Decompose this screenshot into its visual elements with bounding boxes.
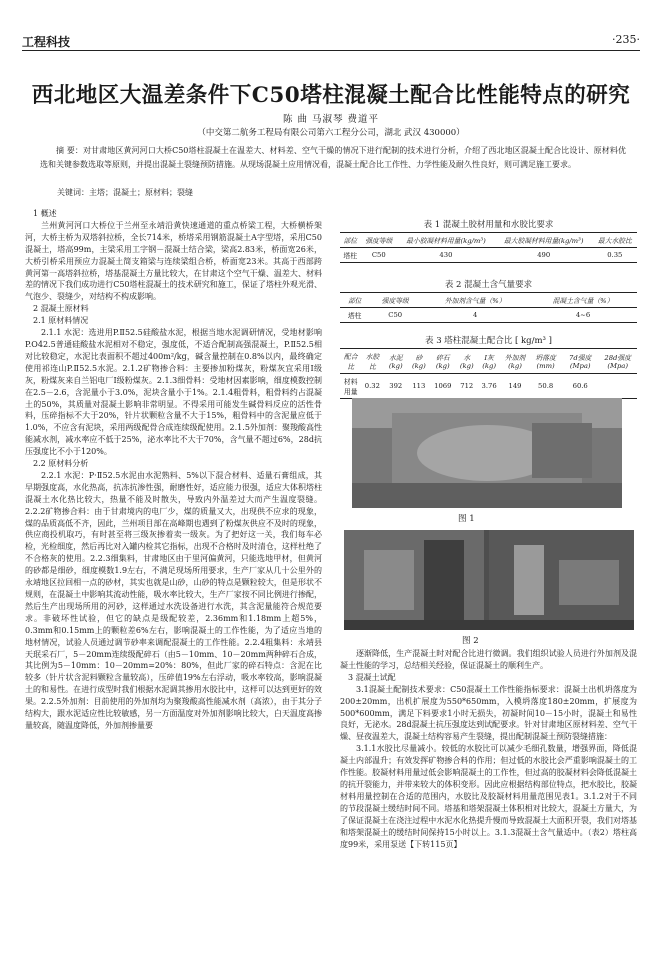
table1 (340, 232, 637, 263)
t3-h9: 7d强度(Mpa) (562, 349, 598, 374)
t3-h5: 水(kg) (456, 349, 477, 374)
t3-h7: 外加剂(kg) (501, 349, 529, 374)
table2 (340, 292, 637, 323)
t2-h2: 外加剂含气量（%） (421, 293, 529, 308)
t1-c4: 0.35 (607, 251, 623, 259)
t1-c0: 塔柱 (343, 252, 358, 260)
authors: 陈 曲 马淑琴 费道平 (282, 114, 380, 125)
t3-h10: 28d强度(Mpa) (598, 349, 637, 374)
left-column (25, 208, 322, 948)
t2-h1: 强度等级 (369, 293, 421, 308)
running-header (22, 30, 640, 51)
t3-c9: 60.6 (572, 382, 588, 390)
t2-c0: 塔柱 (347, 312, 362, 320)
t1-h4: 最大水胶比 (593, 233, 637, 248)
figure2-caption: 图 2 (462, 636, 479, 646)
t1-h3: 最大胶凝材料用量(kg/m³) (495, 233, 593, 248)
t3-h3: 砂(kg) (408, 349, 429, 374)
right-column (340, 648, 637, 953)
t3-h2: 水泥(kg) (383, 349, 408, 374)
t2-c3: 4~6 (575, 311, 591, 319)
journal-name: 工程科技 (22, 35, 71, 49)
t3-c5: 712 (460, 382, 474, 390)
figure1-photo (352, 398, 622, 508)
article-title: 西北地区大温差条件下C50塔柱混凝土配合比性能特点的研究 (31, 83, 631, 108)
t3-c8: 50.8 (538, 382, 554, 390)
t1-h0: 部位 (340, 233, 361, 248)
t3-c2: 392 (389, 382, 403, 390)
section-heading: 1 概述 (33, 209, 57, 218)
body-paragraph: 3.1.1水胶比尽量减小。较低的水胶比可以减少毛细孔数量，增强界面，降低混凝土内部温升；有效发挥矿物掺合料的作用；但过低的水胶比会严重影响混凝土的工作性能。胶凝材料用量过低会影响混凝土的工作性，但过高的胶凝材料会降低混凝土的抗开裂能力，并带来较大的体积变形。因此应根据结构部位特点，把水胶比，胶凝材料用量控制在合适的范围内，水胶比及胶凝材料用量范围见表1。3.1.2对于不同的节段混凝土缓结时间不同。塔基和塔架混凝土体积相对比较大，混凝土方量大，为了保证混凝土在浇注过程中水泥水化热提升慢而导致混凝土大面积开裂，我们对塔基和塔架混凝土的缓结时间保持15小时以上。3.1.3混凝土含气量适中。（表2）塔柱高度99米，采用泵送【下转115页】 (340, 744, 637, 849)
t3-c4: 1069 (434, 382, 452, 390)
t2-c1: C50 (388, 311, 403, 319)
body-paragraph: 逐渐降低，生产混凝土时对配合比进行微调。我们组织试验人员进行外加剂及混凝土性能的学习，总结相关经验，保证混凝土的顺利生产。 (340, 649, 637, 670)
t3-c6: 3.76 (481, 382, 497, 390)
t2-h0: 部位 (340, 293, 369, 308)
t1-c1: C50 (371, 251, 386, 259)
table1-caption: 表 1 混凝土胶材用量和水胶比要求 (423, 220, 554, 230)
t3-h8: 坍落度(mm) (529, 349, 562, 374)
figure2-photo (344, 530, 634, 630)
table3 (340, 348, 637, 399)
t2-c2: 4 (472, 311, 478, 319)
t1-c3: 490 (537, 251, 551, 259)
t3-h6: Ⅰ灰(kg) (477, 349, 500, 374)
section-heading: 2 混凝土原材料 (33, 304, 89, 314)
t3-c7: 149 (508, 382, 522, 390)
body-paragraph: 2.2.1 水泥：P·Ⅱ52.5水泥由水泥熟料、5%以下混合材料、适量石膏组成，其早期强度高，水化热高，抗冻抗渗性强，耐磨性好，适应能力很强，适应大体积塔柱混凝土水化热比较大，热量不能及时散失，导致内外温差过大而产生温度裂缝。2.2.2矿物掺合料：由于甘肃境内的电厂少，煤的质量又大，出现供不应求的现象，煤的品质高低不齐，因此，兰州项目部在高峰期也遇到了粉煤灰供应不及时的现象，供应商投机取巧，有时甚至将三级灰掺着卖一级灰。为了把好这一关，我们每车必检，光检细度，然后再比对入罐内检其它指标，出现不合格时及时清仓，这样杜绝了不合格灰的使用。2.2.3细集料，甘肃地区由于里河偏黄河，只能选地甲材，但黄河的砂都是细砂，细度模数1.9左右，不满足现场所用要求，生产厂家从几十公里外的永靖地区拉回相一点的砂材，其实也就是山砂，山砂的特点是颗粒较大，但是形状不规则，在混凝土中影响其流动性能，吸水率比较大，生产厂家按不同比例进行掺配，然后生产出现场所用的河砂，这样通过水洗设备进行水洗，其含泥量能符合规范要求。非破坏性试验，但它的缺点是级配较差，2.36mm和1.18mm上超5%，0.3mm和0.15mm上的颗粒差6%左右，影响混凝土的工作性能，为了适应当地的地材情况，试验人员通过调节砂率来调配混凝土的工作性能。2.2.4粗集料：永靖县天珉采石厂，5－20mm连续级配碎石（由5－10mm、10－20mm两种碎石合成，其比例为5－10mm：10－20mm=20%：80%，但此厂家的碎石特点：含泥在比较多（针片状含泥料颗粒含量较高），压碎值19%左右浮动，吸水率较高，影响混凝土的和易性。在进行成型时我们根据水泥调其掺用水胶比中，这样可以达到更好的效果。2.2.5外加剂：目前使用的外加剂均为聚羧酸高性能减水剂（高浓），由于其分子结构大，跟水泥适应性比较敏感，另一方面温度对外加剂影响比较大，白天温度高掺量较高，随温度降低，外加剂掺量要 (25, 470, 322, 730)
affiliation: （中交第二航务工程局有限公司第六工程分公司，湖北 武汉 430000） (197, 128, 465, 138)
t1-c2: 430 (439, 251, 453, 259)
abstract: 摘 要：对甘肃地区黄河河口大桥C50塔柱混凝土在温差大、材料差、空气干燥的情况下进行配制的技术进行分析，介绍了西北地区混凝土配合比设计、原材料优选和关键参数选取等原则，并提出混凝土裂缝预防措施。从现场混凝土应用情况看，混凝土配合比工作性、力学性能及耐久性良好，则可满足施工要求。 (40, 146, 626, 170)
body-paragraph: 兰州黄河河口大桥位于兰州至永靖沿黄快速通道的重点桥梁工程，大桥横桥架河，大桥主桥为双塔斜拉桥，全长714米，桥塔采用钢筋混凝土A字型塔，采用C50混凝土，塔高99m，主梁采用工字钢－混凝土结合梁，梁高2.83米，桥面宽26米，大桥引桥采用预应力混凝土简支箱梁与连续梁组合桥，桥面宽23米。其高于西部跨黄河第一高塔斜拉桥，塔基混凝土方量比较大，在甘肃这个空气干燥、温差大、材料差的情况下我们成功进行C50塔柱混凝土的技术研究和施工，保证了塔柱外观光滑、气泡少、裂缝少，对结构不构成影响。 (25, 220, 322, 302)
t1-h2: 最小胶凝材料用量(kg/m³) (397, 233, 495, 248)
section-heading: 2.1 原材料情况 (33, 316, 89, 326)
body-paragraph: 2.1.1 水泥：选进用P.Ⅱ52.5硅酸盐水泥，根据当地水泥调研情况，受地材影响P.O42.5普通硅酸盐水泥相对不稳定，强度低，不适合配制高强混凝土，P.Ⅱ52.5相对比较稳定，水泥比表面积不超过400m²/kg，碱含量控制在0.8%以内，最终确定使用祁连山P.Ⅱ52.5水泥。2.1.2矿物掺合料：主要掺加粉煤灰，粉煤灰宜采用Ⅰ级灰，粉煤灰来自兰铝电厂Ⅰ级粉煤灰。2.1.3细骨料：受地材因素影响，细度模数控制在2.5－2.6，含泥量小于3.0%，泥块含量小于1%。2.1.4粗骨料，粗骨料约占混凝土的50%，其质量对混凝土影响非常明显。不得采用可能发生碱骨料反应的活性骨料，压碎指标不大于20%，针片状颗粒含量不大于15%，粗骨料中的含泥量应低于1.0%，不应含有泥块，采用两级配骨合成连续级配使用。2.1.5外加剂：聚羧酸高性能减水剂，减水率应不低于25%，泌水率比不大于70%，含气量不超过6%，28d抗压强度比不小于120%。 (25, 328, 322, 457)
t3-c10 (598, 374, 637, 399)
t3-c3: 113 (412, 382, 426, 390)
section-heading: 2.2 原材料分析 (33, 459, 89, 469)
table2-caption: 表 2 混凝土含气量要求 (444, 280, 533, 290)
t1-h1: 强度等级 (361, 233, 397, 248)
t2-h3: 混凝土含气量（%） (529, 293, 637, 308)
t3-h1: 水胶比 (361, 349, 383, 374)
t3-h0: 配合比 (340, 349, 361, 374)
table3-caption: 表 3 塔柱混凝土配合比 [ kg/m³ ] (425, 336, 552, 346)
page-number: ·235· (612, 33, 640, 46)
section-heading: 3 混凝土试配 (348, 672, 396, 682)
t3-c0: 材料用量 (343, 378, 358, 396)
body-paragraph: 3.1混凝土配制技术要求：C50混凝土工作性能指标要求：混凝土出机坍落度为200±20mm，出机扩展度为550*650mm，入模坍落度180±20mm，扩展度为500*600mm，满足下料要求1小时无损失，初凝时间10－15小时，混凝土和易性良好，无泌水。28d混凝土抗压强度达到试配要求。针对甘肃地区原材料差、空气干燥、昼夜温差大，混凝土结构容易产生裂缝，提出配制混凝土预防裂缝措施： (340, 684, 637, 742)
t3-h4: 碎石(kg) (430, 349, 457, 374)
keywords: 关键词：主塔；混凝土；原材料；裂缝 (57, 188, 193, 197)
figure1-caption: 图 1 (458, 514, 475, 524)
t3-c1: 0.32 (364, 382, 380, 390)
